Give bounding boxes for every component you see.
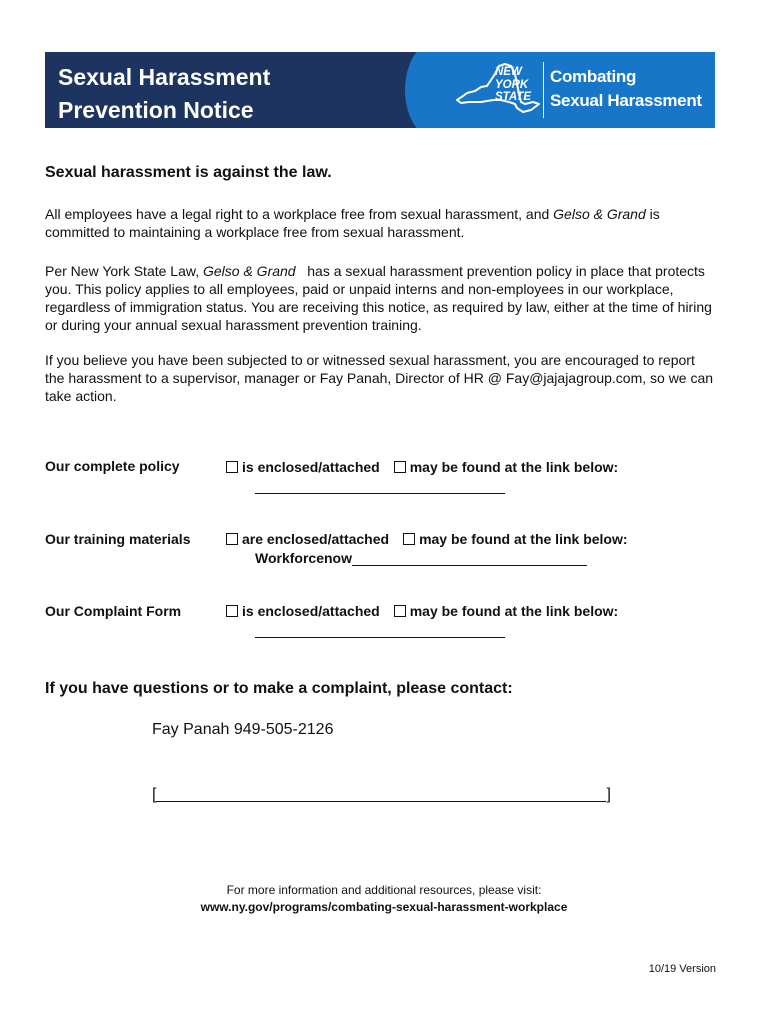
logo-line-1: NEW <box>495 66 522 78</box>
p2-text-b: has a sexual harassment prevention policy in place that protects you. This policy applies to all employees, paid or unpaid interns and non-employees in our workplace, regardless of immigration status. You are receiving this notice, as required by law, either at the time of hiring or during your annual sexual harassment prevention training. <box>45 263 716 333</box>
training-enclosed-label: are enclosed/attached <box>242 531 390 547</box>
footer-intro: For more information and additional resources, please visit: <box>226 883 542 897</box>
policy-link-label: may be found at the link below: <box>409 459 619 475</box>
complaint-link-checkbox[interactable] <box>394 605 406 617</box>
complaint-enclosed-label: is enclosed/attached <box>242 603 380 619</box>
footer-resources <box>0 882 768 916</box>
paragraph-policy <box>45 262 715 334</box>
paragraph-rights <box>45 205 715 241</box>
policy-enclosed-checkbox[interactable] <box>226 461 238 473</box>
training-link-checkbox[interactable] <box>403 533 415 545</box>
page-title <box>58 61 270 127</box>
contact-heading: If you have questions or to make a complaint, please contact: <box>45 680 513 697</box>
resources-link[interactable]: www.ny.gov/programs/combating-sexual-harassment-workplace <box>200 900 568 914</box>
p1-text-b: is committed to maintaining a workplace free from sexual harassment. <box>45 206 660 240</box>
logo-divider <box>543 62 544 118</box>
ny-state-logo-text <box>495 66 531 104</box>
employer-name: Gelso & Grand <box>553 206 646 222</box>
complaint-row-label: Our Complaint Form <box>45 603 182 619</box>
title-line-1: Sexual Harassment <box>58 64 271 90</box>
p1-text-a: All employees have a legal right to a workplace free from sexual harassment, and <box>45 206 554 222</box>
policy-link-blank[interactable] <box>255 478 505 494</box>
title-line-2: Prevention Notice <box>58 97 254 123</box>
training-row-options <box>226 531 628 547</box>
policy-enclosed-label: is enclosed/attached <box>242 459 380 475</box>
employer-name: Gelso & Grand <box>202 263 296 279</box>
paragraph-report: If you believe you have been subjected to or witnessed sexual harassment, you are encouraged to report the harassment to a supervisor, manager or Fay Panah, Director of HR @ Fay@jajajagroup.com, so we can take action. <box>45 352 714 404</box>
complaint-link-blank[interactable] <box>255 622 505 638</box>
policy-row-label: Our complete policy <box>45 458 180 474</box>
training-enclosed-checkbox[interactable] <box>226 533 238 545</box>
contact-blank-field[interactable] <box>152 785 611 804</box>
policy-row-options <box>226 459 618 475</box>
complaint-row-options <box>226 603 618 619</box>
open-bracket: [ <box>152 786 157 803</box>
training-link-blank[interactable] <box>255 550 587 566</box>
training-link-text: Workforcenow <box>255 550 352 566</box>
complaint-enclosed-checkbox[interactable] <box>226 605 238 617</box>
campaign-line-2: Sexual Harassment <box>550 91 702 110</box>
version-label: 10/19 Version <box>648 963 716 975</box>
section-heading: Sexual harassment is against the law. <box>45 164 332 181</box>
campaign-title <box>550 65 702 113</box>
logo-line-3: STATE <box>495 91 531 103</box>
training-row-label: Our training materials <box>45 531 191 547</box>
header-banner <box>45 52 715 128</box>
p2-text-a: Per New York State Law, <box>45 263 203 279</box>
close-bracket: ] <box>606 786 611 803</box>
contact-info: Fay Panah 949-505-2126 <box>152 721 334 738</box>
training-link-label: may be found at the link below: <box>419 531 628 547</box>
logo-line-2: YORK <box>495 78 529 91</box>
policy-link-checkbox[interactable] <box>394 461 406 473</box>
complaint-link-label: may be found at the link below: <box>409 603 619 619</box>
campaign-line-1: Combating <box>550 67 637 86</box>
